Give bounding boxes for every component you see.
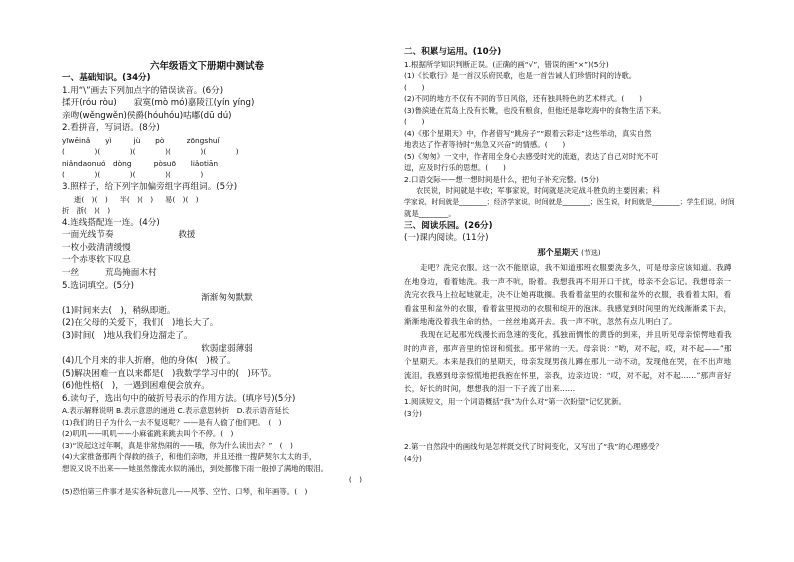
- question-text: 逗，应及时行乐的思想。( ): [404, 163, 506, 173]
- pinyin-row: niǎndaonuó dòng pòsuō liǎotiān: [62, 158, 219, 168]
- match-right: 救援: [178, 230, 196, 241]
- match-row: 一枚小鼓清清缓慢: [62, 242, 131, 253]
- word-options: 软弱虚弱薄弱: [201, 343, 253, 354]
- question-text: (1)《长歌行》是一首汉乐府民歌，也是一首告诫人们珍惜时间的诗歌。: [404, 71, 637, 81]
- answer-blanks: ( )( )( )( )( ): [62, 147, 239, 157]
- question-text: (6)他性格( )，一遇到困难便会放弃。: [62, 381, 210, 392]
- sub-heading: (一)课内阅读。(11分): [404, 233, 489, 244]
- answer-paren: ( ): [404, 117, 425, 127]
- section-heading: 二、积累与运用。(10分): [404, 47, 502, 57]
- match-row: 一丝 荒岛掩面木村: [62, 267, 157, 278]
- question-text: (5)解决困难一直以来都是( )我数学学习中的( )环节。: [62, 368, 277, 379]
- question-text: 亲吻(wěngwěn)侯爵(hóuhóu)咕嘟(dū dú): [62, 110, 232, 121]
- answer-paren: ( ): [404, 82, 425, 92]
- question-text: 1.根据所学知识判断正误。(正确的画“√”，错误的画“×”)(5分): [404, 59, 609, 69]
- match-row: [62, 229, 392, 242]
- question-text: (4)大家推备那两个得救的孩子，和他们亲吻，并且还推一搜萨契尔太太的手，: [62, 452, 317, 462]
- question-text: 2.第一自然段中的画线句是怎样既交代了时间变化，又写出了“我”的心理感受？: [404, 442, 663, 452]
- question-text: (4)《那个星期天》中，作者借写“跳房子”“跟着云彩走”这些举动，真实自然: [404, 128, 652, 138]
- question-text: 地表达了作者等待时“焦急又兴奋”的情感。( ): [404, 140, 566, 150]
- question-text: (3分): [404, 408, 422, 418]
- q3-char: 折: [62, 206, 70, 216]
- question-text: (5)《匆匆》一文中，作者用全身心去感受时光的流逝，表达了自己对时光不可: [404, 151, 659, 161]
- question-text: 2.看拼音，写词语。(8分): [62, 123, 160, 134]
- question-text: (1)时间来去( )，稍纵即逝。: [62, 305, 176, 316]
- q3-item: 半( )( ): [119, 194, 154, 204]
- question-text: (2)叽叽——叽叽——小麻雀跳来跳去叫个不停。( ): [62, 429, 234, 439]
- q3-item: 逝( )( ): [74, 194, 108, 204]
- question-text: (3)“说起这过年啊，真是非常热闹的——哦，你为什么读出去？” ( ): [62, 440, 293, 450]
- pinyin-row: yīwēinǎ yì jù pò zōngshuǐ: [62, 135, 220, 145]
- question-text: 4.连线搭配连一连。(4分): [62, 217, 160, 228]
- question-text: (3)鲁滨逊在荒岛上没有长靴，也没有粮食，但他还是靠吃海中的食物生活下来。: [404, 105, 666, 115]
- question-text: 想说又说不出来——她虽然像流水似的涌出，到处都像下雨一般掉了满地的眼泪。: [62, 463, 329, 473]
- story-title-text: 那个星期天: [537, 246, 579, 257]
- question-text: 5.选词填空。(5分): [62, 280, 134, 291]
- q3-item: 浙( )( ): [76, 206, 111, 216]
- question-text: 6.读句子，选出句中的破折号表示的作用方法。(填序号)(5分): [62, 393, 296, 404]
- match-row: 一个赤枣软下叹息: [62, 255, 131, 266]
- q3-row: [62, 205, 392, 217]
- question-text: (2)在父母的关爱下，我们( )地长大了。: [62, 318, 219, 329]
- question-text: 揉开(róu ròu) 寂寞(mò mó)嘉陵江(yín yíng): [62, 98, 255, 109]
- page-title: 六年级语文下册期中测试卷: [150, 61, 265, 72]
- text-line: 农民说，时间就是丰收；军事家说，时间就是决定战斗胜负的主要因素；科: [416, 186, 660, 196]
- story-note: (节选): [581, 248, 601, 257]
- text-line: 就是________。: [404, 209, 456, 219]
- question-text: 3.照样子，给下列字加偏旁组字再组词。(5分): [62, 181, 238, 192]
- text-line: 学家说，时间就是________；经济学家说，时间就是________；医生说，时间就是________；学生们说，时间: [404, 197, 735, 206]
- passage-paragraph: 走吧？洗完衣服。这一次不能原谅，我不知道那班衣服要洗多久，可是母亲应该知道。我蹲在地身边，看着她洗。我一声不吭，盼着。我想我再不用开口干扰，母亲不会忘记。我想母亲一洗完衣我马上拉起她就走，决不让她再耽搁。我看着盆里的衣服和盆外的衣服，我看着太阳，看看盆里和盆外的衣服，看着盆里搅动的衣服和绽开的泡沫。我感觉到时间里的光线渐渐柔下去，渐渐地淹没着我生命的热，一丝丝地离开去。我一声不吭，忽然有点儿明白了。: [404, 263, 732, 326]
- story-title: [404, 246, 734, 260]
- word-options: 渐渐匆匆默默: [201, 293, 253, 304]
- section-heading: 三、阅读乐园。(26分): [404, 220, 493, 231]
- question-text: (2)不同的地方不仅有不同的节日风俗，还有独具特色的艺术样式。( ): [404, 94, 642, 104]
- question-text: (3)时间( )地从我们身边溜走了。: [62, 330, 193, 341]
- answer-blanks: ( )( )( )( ): [62, 170, 204, 180]
- q3-item: 易( )( ): [164, 194, 199, 204]
- match-left: 一面光线节奏: [62, 230, 114, 241]
- left-column: [62, 72, 392, 497]
- question-text: (4)几个月来的非人折磨，他的身体( )极了。: [62, 356, 236, 367]
- question-text: 1.用“\”画去下列加点字的错误读音。(6分): [62, 85, 224, 96]
- question-text: (4分): [404, 453, 422, 463]
- option-list: A.表示解释说明 B.表示意思的递进 C.表示意思转折 D.表示语音延长: [62, 406, 290, 416]
- answer-paren: ( ): [348, 475, 362, 485]
- question-text: (1)我们的日子为什么一去不复返呢？——是有人偷了他们吧。 ( ): [62, 417, 282, 427]
- question-text: 1.阅读短文，用一个词语概括“我”为什么对“第一次盼望”记忆犹新。: [404, 397, 626, 407]
- answer-space: [404, 419, 734, 441]
- question-text: (5)恐怕第三件事才是实各种玩意儿——风筝、空竹、口琴，和年画等。( ): [62, 486, 308, 496]
- question-text: 2.口语交际——想一想时间是什么，把句子补充完整。(5分): [404, 174, 599, 184]
- right-column: [404, 46, 734, 464]
- section-heading: 一、基础知识。(34分): [62, 73, 151, 83]
- q3-row: [62, 194, 392, 206]
- passage-paragraph: 我现在记起那光线漫长而急速的变化，孤独而惆怅的黄昏的到来，并且听见母亲惊愕地看我时的声音，那声音里的惊讶和慌张。那平常的一天。母亲说：“哟，对不起，哎，对不起——”那个星期天。本来是我们的星期天，母亲发现男孩儿蹲在那儿一动不动，发现他在哭，在不出声地流泪。我感到母亲惊慌地把我抱在怀里，亲我，边亲边说：“哎，对不起，对不起……”那声音好长，好长的时间，想想我的泪一下子流了出来……: [404, 330, 732, 394]
